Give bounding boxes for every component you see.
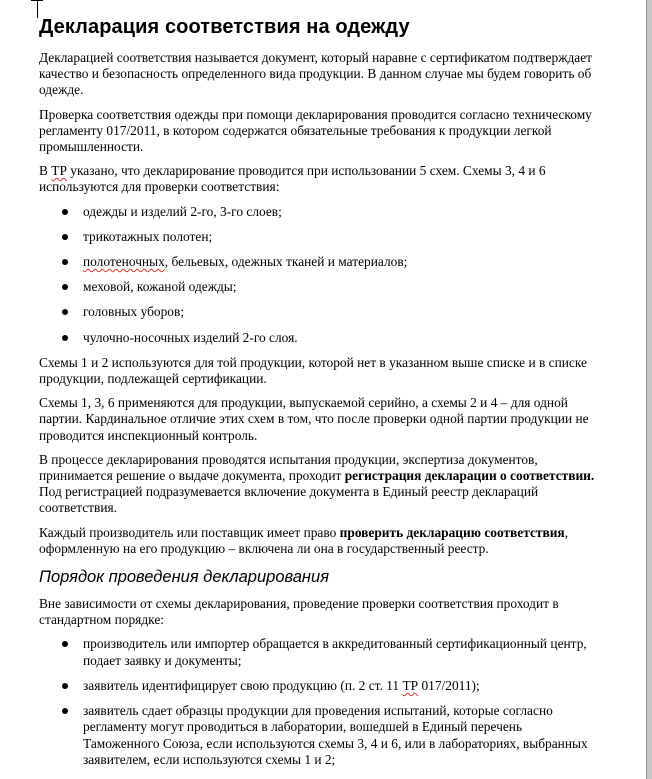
list-item: чулочно-носочных изделий 2-го слоя. (39, 330, 599, 346)
spellcheck-word: ТР (51, 163, 67, 179)
section-heading: Порядок проведения декларирования (39, 568, 330, 587)
list-item: заявитель идентифицирует свою продукцию (п. 2 ст. 11 ТР 017/2011); (39, 678, 599, 694)
list-item: меховой, кожаной одежды; (39, 279, 599, 295)
list-item: трикотажных полотен; (39, 229, 599, 245)
procedure-list (39, 636, 599, 767)
paragraph-regulation: Проверка соответствия одежды при помощи декларирования проводится согласно техническому регламенту 017/2011, в котором содержатся обязательные требования к продукции легкой промышленности. (39, 106, 592, 155)
bold-verify: проверить декларацию соответствия (339, 524, 565, 540)
page-shadow (647, 0, 652, 779)
paragraph-schemes-serial: Схемы 1, 3, 6 применяются для продукции, выпускаемой серийно, а схемы 2 и 4 – для одной партии. Кардинальное отличие этих схем в том, что после проверки одной партии продукции не проводится инспекционный контроль. (39, 395, 589, 443)
product-list (39, 204, 599, 346)
paragraph-process: В процессе декларирования проводятся испытания продукции, экспертиза документов, принимается решение о выдаче документа, проходит регистрация декларации о соответствии. Под регистрацией подразумевается включение документа в Единый реестр деклараций соответствия. (39, 451, 595, 516)
list-item: одежды и изделий 2-го, 3-го слоев; (39, 204, 599, 220)
bold-registration: регистрация декларации о соответствии. (344, 468, 595, 484)
paragraph-order: Вне зависимости от схемы декларирования, проведение проверки соответствия проходит в стандартном порядке: (39, 596, 559, 628)
paragraph-schemes: В ТР указано, что декларирование проводится при использовании 5 схем. Схемы 3, 4 и 6 используются для проверки соответствия: (39, 163, 546, 195)
list-item: полотеночных, бельевых, одежных тканей и материалов; (39, 254, 599, 270)
list-item: производитель или импортер обращается в аккредитованный сертификационный центр, подает заявку и документы; (39, 636, 599, 668)
document-title: Декларация соответствия на одежду (39, 16, 410, 38)
paragraph-schemes-1-2: Схемы 1 и 2 используются для той продукции, которой нет в указанном выше списке и в списке продукции, подлежащей сертификации. (39, 354, 587, 387)
spellcheck-word: полотеночных (83, 254, 165, 270)
document-body[interactable] (39, 14, 599, 777)
paragraph-verify: Каждый производитель или поставщик имеет право проверить декларацию соответствия, оформленную на его продукцию – включена ли она в государственный реестр. (39, 524, 569, 556)
spellcheck-word: ТР (402, 677, 419, 693)
paragraph-intro: Декларацией соответствия называется документ, который наравне с сертификатом подтверждает качество и безопасность определенного вида продукции. В данном случае мы будем говорить об одежде. (39, 50, 592, 98)
list-item: головных уборов; (39, 304, 599, 320)
list-item: заявитель сдает образцы продукции для проведения испытаний, которые согласно регламенту могут проводиться в лаборатории, вошедшей в Единый перечень Таможенного Союза, если используются схемы 3, 4 и 6, или в лабораториях, выбранных заявителем, если используются схемы 1 и 2; (39, 703, 599, 768)
